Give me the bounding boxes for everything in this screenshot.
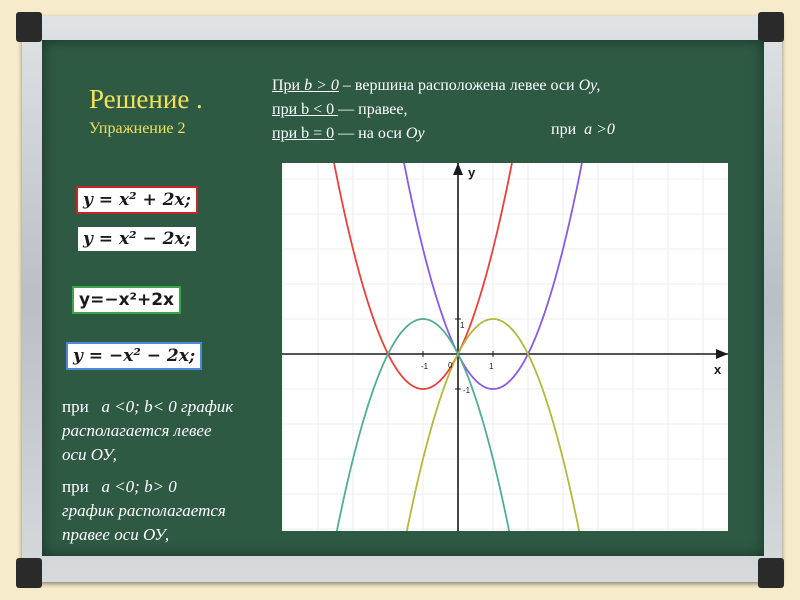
frame-corner-bottom-left bbox=[16, 558, 42, 588]
note1-line2: располагается левее bbox=[62, 421, 212, 440]
note2-line2: график располагается bbox=[62, 501, 226, 520]
rule-b-zero-axis: Oy bbox=[405, 125, 425, 142]
note2-condition: a <0; b> 0 bbox=[101, 477, 177, 496]
rule-b-positive-axis: Oy, bbox=[578, 77, 601, 94]
note1-line1 bbox=[62, 395, 233, 419]
frame-corner-top-left bbox=[16, 12, 42, 42]
note-a-neg-b-pos bbox=[62, 475, 226, 547]
tick-label-x-1: 1 bbox=[489, 362, 494, 371]
a-positive-label bbox=[551, 121, 615, 139]
rule-b-zero-text: — на оси bbox=[334, 125, 406, 142]
note1-line3: оси ОУ, bbox=[62, 445, 117, 464]
slide-title: Решение . bbox=[89, 84, 203, 114]
tick-label-x-neg1: -1 bbox=[421, 362, 429, 371]
tick-label-y-1: 1 bbox=[460, 321, 465, 330]
y-axis-arrow bbox=[453, 163, 463, 175]
parabola-plot bbox=[282, 163, 728, 531]
note1-word: при bbox=[62, 397, 89, 416]
a-positive-word: при bbox=[551, 121, 577, 138]
rule-b-positive-prefix: При bbox=[272, 77, 305, 94]
note-a-neg-b-neg bbox=[62, 395, 233, 467]
rule-b-negative-condition: при b < 0 bbox=[272, 101, 339, 118]
tick-label-y-neg1: -1 bbox=[463, 386, 471, 395]
formula-f4: y = −x² − 2x; bbox=[73, 346, 196, 366]
x-axis-label: x bbox=[714, 362, 722, 377]
note2-word: при bbox=[62, 477, 89, 496]
exercise-label: Упражнение 2 bbox=[89, 120, 186, 137]
formula-box-f2 bbox=[78, 227, 196, 251]
rule-b-negative-text: — правее, bbox=[338, 101, 408, 118]
rule-b-zero bbox=[272, 125, 425, 143]
rule-b-positive bbox=[272, 77, 600, 95]
rule-b-zero-condition: при b = 0 bbox=[272, 125, 335, 142]
note1-condition: a <0; b< 0 график bbox=[101, 397, 234, 416]
formula-box-f4 bbox=[66, 342, 202, 370]
parabola-plot-svg bbox=[282, 163, 728, 531]
formula-f3: y=−x²+2x bbox=[79, 290, 175, 310]
note2-line3: правее оси ОУ, bbox=[62, 525, 170, 544]
formula-box-f1 bbox=[76, 186, 198, 214]
origin-label: 0 bbox=[448, 361, 453, 370]
x-axis-arrow bbox=[716, 349, 728, 359]
rule-b-negative bbox=[272, 101, 407, 119]
rule-b-positive-condition: b > 0 bbox=[304, 77, 339, 94]
formula-f2: y = x² − 2x; bbox=[83, 229, 191, 249]
y-axis-label: y bbox=[468, 165, 476, 180]
formula-box-f3 bbox=[72, 286, 181, 314]
rule-b-positive-text: – вершина расположена левее оси bbox=[338, 77, 579, 94]
frame-corner-bottom-right bbox=[758, 558, 784, 588]
formula-f1: y = x² + 2x; bbox=[83, 190, 191, 210]
frame-corner-top-right bbox=[758, 12, 784, 42]
a-positive-condition: a >0 bbox=[584, 121, 615, 138]
axis-labels bbox=[421, 165, 722, 395]
note2-line1 bbox=[62, 475, 226, 499]
